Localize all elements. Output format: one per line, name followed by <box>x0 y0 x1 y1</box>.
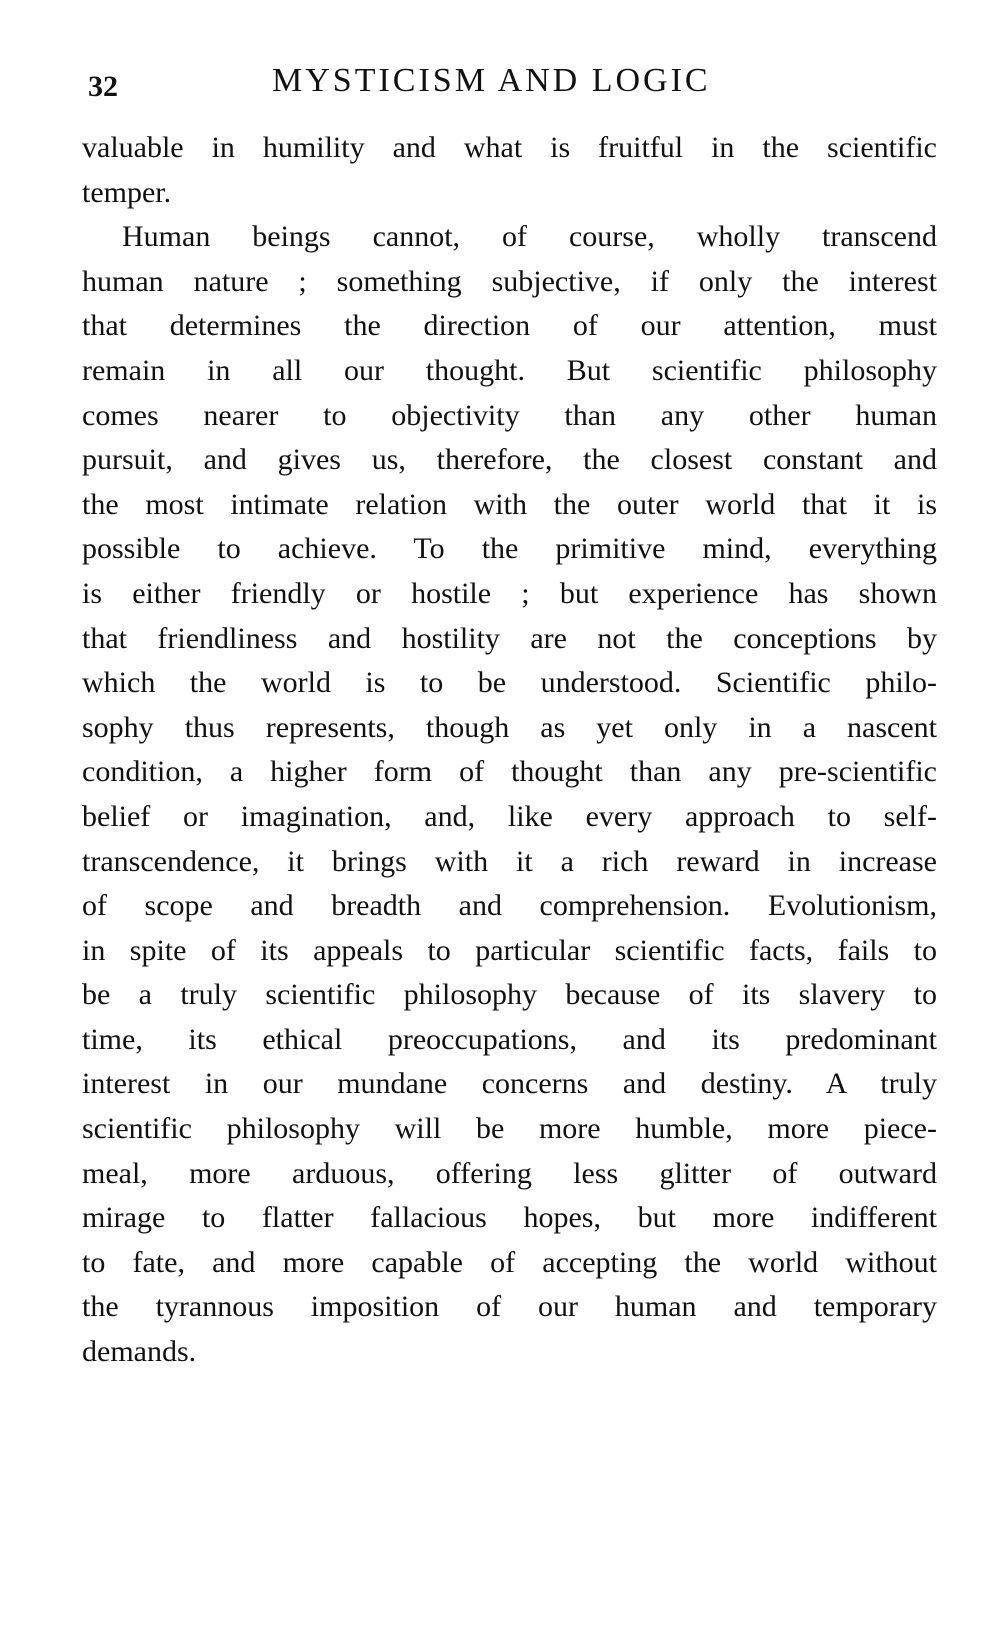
body-text <box>82 126 937 1375</box>
text-line: remain in all our thought. But scientific philosophy <box>82 353 937 387</box>
text-line: comes nearer to objectivity than any other human <box>82 398 937 432</box>
text-line: possible to achieve. To the primitive mind, everything <box>82 532 937 566</box>
text-line: meal, more arduous, offering less glitter of outward <box>82 1156 937 1190</box>
text-line: that determines the direction of our attention, must <box>82 309 937 343</box>
text-line: demands. <box>82 1335 197 1369</box>
text-line: pursuit, and gives us, therefore, the closest constant and <box>82 443 937 477</box>
text-line: which the world is to be understood. Scientific philo- <box>82 666 937 700</box>
text-line: mirage to flatter fallacious hopes, but more indifferent <box>82 1201 937 1235</box>
text-line: is either friendly or hostile ; but experience has shown <box>82 576 937 610</box>
text-line: sophy thus represents, though as yet only in a nascent <box>82 710 937 744</box>
text-line: Human beings cannot, of course, wholly transcend <box>122 220 937 254</box>
text-line: that friendliness and hostility are not the conceptions by <box>82 621 937 655</box>
text-line: of scope and breadth and comprehension. Evolutionism, <box>82 889 937 923</box>
text-line: time, its ethical preoccupations, and its predominant <box>82 1022 937 1056</box>
paragraph <box>82 215 937 1374</box>
text-line: be a truly scientific philosophy because of its slavery to <box>82 978 937 1012</box>
text-line: condition, a higher form of thought than any pre-scientific <box>82 755 937 789</box>
text-line: transcendence, it brings with it a rich reward in increase <box>82 844 937 878</box>
text-line: valuable in humility and what is fruitful in the scientific <box>82 131 937 164</box>
text-line: scientific philosophy will be more humble, more piece- <box>82 1112 937 1146</box>
text-line: interest in our mundane concerns and destiny. A truly <box>82 1067 937 1101</box>
text-line: in spite of its appeals to particular scientific facts, fails to <box>82 933 937 967</box>
text-line: to fate, and more capable of accepting the world without <box>82 1245 937 1279</box>
text-line: temper. <box>82 175 172 209</box>
text-line: belief or imagination, and, like every approach to self- <box>82 799 937 833</box>
running-head <box>82 62 937 108</box>
text-line: human nature ; something subjective, if only the interest <box>82 264 937 298</box>
text-line: the tyrannous imposition of our human and temporary <box>82 1290 937 1324</box>
text-line: the most intimate relation with the outer world that it is <box>82 487 937 521</box>
book-title: MYSTICISM AND LOGIC <box>272 62 711 99</box>
page-number: 32 <box>88 70 118 103</box>
paragraph-continuation <box>82 126 937 215</box>
